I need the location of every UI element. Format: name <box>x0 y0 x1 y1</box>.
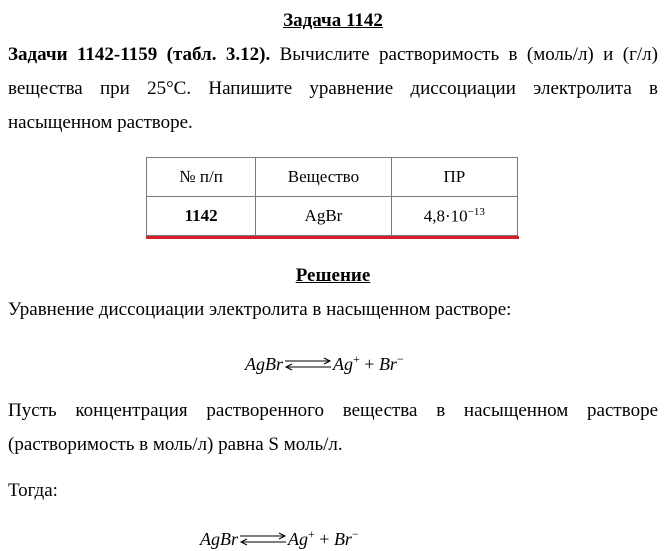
eq2-cation-charge: + <box>308 527 315 541</box>
task-title: Задача 1142 <box>283 10 383 31</box>
concentration-line-1: Пусть концентрация растворенного вещества в насыщенном растворе <box>8 400 658 421</box>
concentration-paragraph <box>8 394 658 462</box>
eq2-cation: Ag <box>288 529 308 549</box>
eq-cation: Ag <box>333 354 353 374</box>
dissociation-equation-2 <box>200 527 359 551</box>
eq2-anion: Br <box>333 529 352 549</box>
eq2-anion-charge: − <box>351 527 359 541</box>
statement-line-1 <box>8 38 658 72</box>
eq2-plus: + <box>314 529 334 549</box>
equilibrium-arrows-icon <box>284 355 332 376</box>
pr-exponent: −13 <box>467 205 485 218</box>
header-pr: ПР <box>391 158 517 197</box>
then-label: Тогда: <box>8 480 58 501</box>
dissociation-label: Уравнение диссоциации электролита в насыщенном растворе: <box>8 299 512 320</box>
dissociation-equation <box>245 352 404 376</box>
eq-plus: + <box>359 354 379 374</box>
data-table <box>146 157 518 236</box>
pr-mantissa: 4,8·10 <box>423 206 468 226</box>
table-row <box>147 197 518 236</box>
table-bottom-rule <box>146 236 519 239</box>
statement-lead: Задачи 1142-1159 (табл. 3.12). <box>8 44 271 65</box>
eq-left: AgBr <box>245 354 283 374</box>
header-number: № п/п <box>147 158 256 197</box>
header-substance: Вещество <box>256 158 391 197</box>
eq-anion: Br <box>378 354 397 374</box>
cell-number: 1142 <box>147 197 256 236</box>
eq-cation-charge: + <box>353 352 360 366</box>
statement-line-1-rest: Вычислите растворимость в (моль/л) и (г/л) <box>270 44 658 65</box>
cell-pr <box>391 197 517 236</box>
cell-substance: AgBr <box>256 197 391 236</box>
table-header-row <box>147 158 518 197</box>
eq2-left: AgBr <box>200 529 238 549</box>
concentration-line-2: (растворимость в моль/л) равна S моль/л. <box>8 434 343 455</box>
statement-line-3: насыщенном растворе. <box>8 112 193 133</box>
task-statement <box>8 38 658 140</box>
eq-anion-charge: − <box>396 352 404 366</box>
statement-line-2: вещества при 25°С. Напишите уравнение диссоциации электролита в <box>8 78 658 99</box>
solution-heading: Решение <box>295 265 371 286</box>
